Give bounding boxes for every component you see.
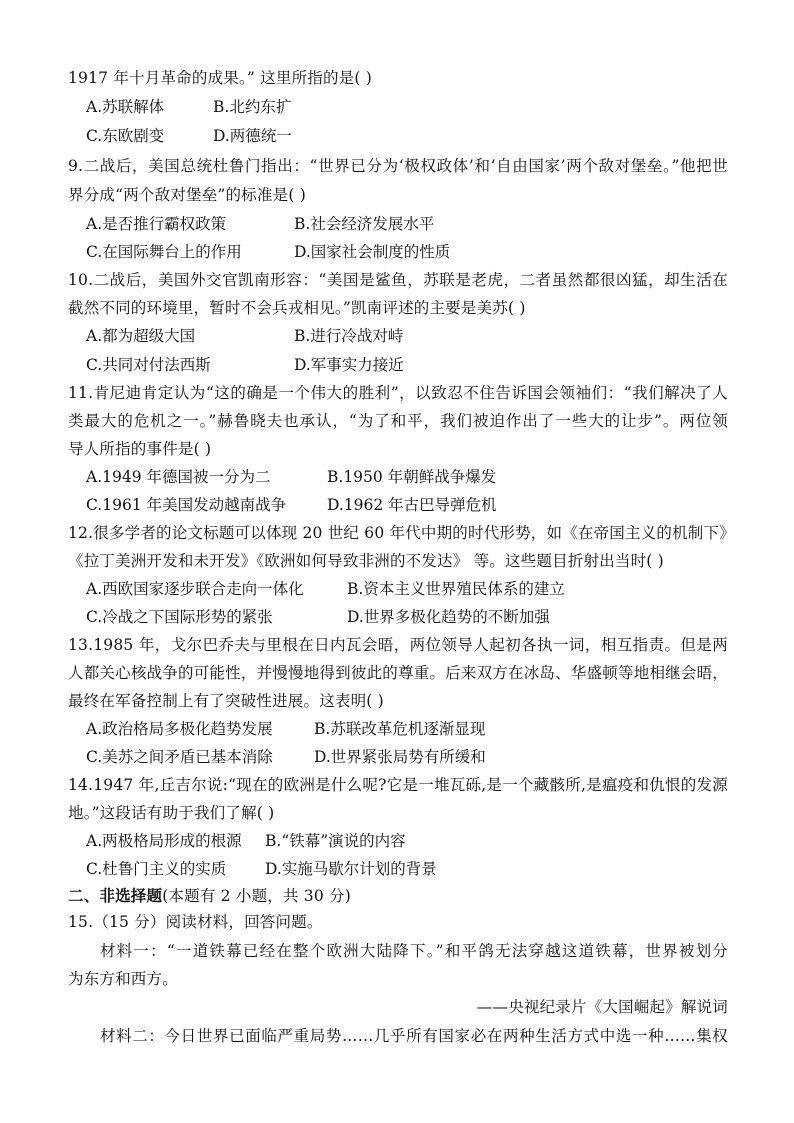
option-c: C.在国际舞台上的作用 bbox=[86, 243, 242, 261]
question-11-line3: 导人所指的事件是( ) bbox=[68, 440, 212, 458]
option-b: B.1950 年朝鲜战争爆发 bbox=[327, 468, 497, 486]
material-2-line1: 材料二：今日世界已面临严重局势……几乎所有国家必在两种生活方式中选一种……集权 bbox=[100, 1027, 728, 1045]
option-b: B.北约东扩 bbox=[213, 98, 292, 116]
question-13-line2: 人都关心核战争的可能性，并慢慢地得到彼此的尊重。后来双方在冰岛、华盛顿等地相继会晤， bbox=[68, 664, 728, 682]
section-heading bbox=[68, 886, 728, 906]
option-c: C.杜鲁门主义的实质 bbox=[86, 860, 227, 878]
question-10-line1: 10.二战后，美国外交官凯南形容：“美国是鲨鱼，苏联是老虎，二者虽然都很凶猛，却生活在 bbox=[68, 271, 728, 289]
option-b: B.社会经济发展水平 bbox=[294, 215, 435, 233]
question-13-line3: 最终在军备控制上有了突破性进展。这表明( ) bbox=[68, 692, 384, 710]
question-14-line2: 地。”这段话有助于我们了解( ) bbox=[68, 804, 275, 822]
option-d: D.世界紧张局势有所缓和 bbox=[314, 748, 486, 766]
option-a: A.是否推行霸权政策 bbox=[86, 215, 227, 233]
section-note: (本题有 2 小题，共 30 分) bbox=[162, 887, 351, 905]
option-a: A.西欧国家逐步联合走向一体化 bbox=[86, 580, 304, 598]
option-a: A.苏联解体 bbox=[86, 98, 165, 116]
question-11-line2: 类最大的危机之一。”赫鲁晓夫也承认，“为了和平，我们被迫作出了一些大的让步”。两位领 bbox=[68, 412, 728, 430]
option-b: B.资本主义世界殖民体系的建立 bbox=[347, 580, 565, 598]
option-c: C.美苏之间矛盾已基本消除 bbox=[86, 748, 273, 766]
question-10-line2: 截然不同的环境里，暂时不会兵戎相见。”凯南评述的主要是美苏( ) bbox=[68, 299, 526, 317]
option-d: D.世界多极化趋势的不断加强 bbox=[347, 608, 550, 626]
option-a: A.都为超级大国 bbox=[86, 327, 196, 345]
option-b: B.“铁幕”演说的内容 bbox=[265, 832, 406, 850]
option-a: A.1949 年德国被一分为二 bbox=[86, 468, 271, 486]
question-12-line1: 12.很多学者的论文标题可以体现 20 世纪 60 年代中期的时代形势，如《在帝国主义的机制下》 bbox=[68, 524, 735, 542]
question-11-line1: 11.肯尼迪肯定认为“这的确是一个伟大的胜利”，以致忍不住告诉国会领袖们：“我们解决了人 bbox=[68, 384, 728, 402]
question-14-line1: 14.1947 年,丘吉尔说:“现在的欧洲是什么呢?它是一堆瓦砾,是一个藏骸所,是瘟疫和仇恨的发源 bbox=[68, 776, 728, 794]
section-title: 二、非选择题 bbox=[68, 886, 163, 905]
option-a: A.两极格局形成的根源 bbox=[86, 832, 242, 850]
option-d: D.军事实力接近 bbox=[294, 356, 404, 374]
option-d: D.国家社会制度的性质 bbox=[294, 243, 451, 261]
question-13-line1: 13.1985 年，戈尔巴乔夫与里根在日内瓦会晤，两位领导人起初各执一词，相互指责。但是两 bbox=[68, 636, 728, 654]
option-a: A.政治格局多极化趋势发展 bbox=[86, 720, 273, 738]
option-c: C.冷战之下国际形势的紧张 bbox=[86, 608, 273, 626]
option-c: C.东欧剧变 bbox=[86, 127, 165, 145]
question-12-line2: 《拉丁美洲开发和未开发》《欧洲如何导致非洲的不发达》 等。这些题目折射出当时( ) bbox=[68, 552, 664, 570]
option-d: D.实施马歇尔计划的背景 bbox=[265, 860, 437, 878]
option-d: D.两德统一 bbox=[213, 127, 292, 145]
material-1-line2: 为东方和西方。 bbox=[68, 970, 178, 988]
question-8-stem: 1917 年十月革命的成果。” 这里所指的是( ) bbox=[68, 69, 372, 87]
material-1-line1: 材料一：“一道铁幕已经在整个欧洲大陆降下。”和平鸽无法穿越这道铁幕，世界被划分 bbox=[100, 942, 728, 960]
question-9-line2: 界分成“两个敌对堡垒”的标准是( ) bbox=[68, 186, 306, 204]
material-1-source: ——央视纪录片《大国崛起》解说词 bbox=[476, 998, 728, 1016]
option-c: C.1961 年美国发动越南战争 bbox=[86, 496, 287, 514]
option-b: B.进行冷战对峙 bbox=[294, 327, 404, 345]
question-15-title: 15.（15 分）阅读材料，回答问题。 bbox=[68, 913, 323, 931]
question-9-line1: 9.二战后，美国总统杜鲁门指出：“世界已分为‘极权政体’和‘自由国家’两个敌对堡垒。”他把世 bbox=[68, 157, 728, 175]
option-c: C.共同对付法西斯 bbox=[86, 356, 211, 374]
option-d: D.1962 年古巴导弹危机 bbox=[327, 496, 497, 514]
option-b: B.苏联改革危机逐渐显现 bbox=[314, 720, 486, 738]
